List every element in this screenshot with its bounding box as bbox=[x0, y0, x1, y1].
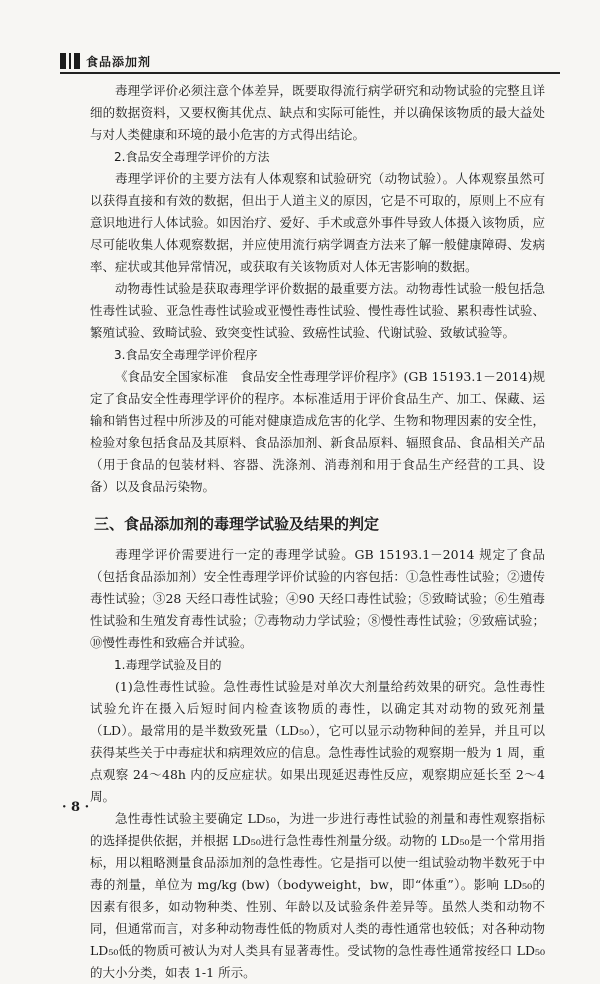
page-body bbox=[90, 80, 545, 984]
subsection-heading: 3.食品安全毒理学评价程序 bbox=[114, 348, 258, 362]
paragraph: 动物毒性试验是获取毒理学评价数据的最重要方法。动物毒性试验一般包括急性毒性试验、亚急性毒性试验或亚慢性毒性试验、慢性毒性试验、累积毒性试验、繁殖试验、致畸试验、致突变性试验、致癌性试验、代谢试验、致敏试验等。 bbox=[90, 281, 545, 340]
paragraph: 毒理学评价的主要方法有人体观察和试验研究（动物试验）。人体观察虽然可以获得直接和有效的数据，但出于人道主义的原因，它是不可取的，原则上不应有意识地进行人体试验。如因治疗、爱好、手术或意外事件导致人体摄入该物质，应尽可能收集人体观察数据，并应使用流行病学调查方法来了解一般健康障碍、发病率、症状或其他异常情况，或获取有关该物质对人体无害影响的数据。 bbox=[90, 171, 545, 274]
subsection-heading: 1.毒理学试验及目的 bbox=[114, 658, 222, 672]
header-bar-icon bbox=[60, 53, 80, 69]
paragraph: (1)急性毒性试验。急性毒性试验是对单次大剂量给药效果的研究。急性毒性试验允许在摄入后短时间内检查该物质的毒性，以确定其对动物的致死剂量（LD）。最常用的是半数致死量（LD₅₀），它可以显示动物种间的差异，并且可以获得某些关于中毒症状和病理效应的信息。急性毒性试验的观察期一般为 1 周，重点观察 24～48h 内的反应症状。如果出现延迟毒性反应，观察期应延长至 2～4 周。 bbox=[90, 679, 545, 804]
paragraph: 毒理学评价必须注意个体差异，既要取得流行病学研究和动物试验的完整且详细的数据资料，又要权衡其优点、缺点和实际可能性，并以确保该物质的最大益处与对人类健康和环境的最小危害的方式得出结论。 bbox=[90, 83, 545, 142]
running-header bbox=[60, 50, 560, 74]
page-number: · 8 · bbox=[62, 800, 90, 815]
paragraph: 急性毒性试验主要确定 LD₅₀，为进一步进行毒性试验的剂量和毒性观察指标的选择提供依据，并根据 LD₅₀进行急性毒性剂量分级。动物的 LD₅₀是一个常用指标，用以粗略测量食品添加剂的急性毒性。它是指可以使一组试验动物半数死于中毒的剂量，单位为 mg/kg (bw)（bodyweight，bw，即“体重”）。影响 LD₅₀的因素有很多，如动物种类、性别、年龄以及试验条件差异等。虽然人类和动物不同，但通常而言，对多种动物毒性低的物质对人类的毒性通常也较低；对各种动物 LD₅₀低的物质可被认为对人类具有显著毒性。受试物的急性毒性通常按经口 LD₅₀的大小分类，如表 1-1 所示。 bbox=[90, 811, 545, 980]
paragraph: 《食品安全国家标准 食品安全性毒理学评价程序》(GB 15193.1－2014)规定了食品安全性毒理学评价的程序。本标准适用于评价食品生产、加工、保藏、运输和销售过程中所涉及的可能对健康造成危害的化学、生物和物理因素的安全性，检验对象包括食品及其原料、食品添加剂、新食品原料、辐照食品、食品相关产品（用于食品的包装材料、容器、洗涤剂、消毒剂和用于食品生产经营的工具、设备）以及食品污染物。 bbox=[90, 369, 545, 494]
header-title: 食品添加剂 bbox=[86, 55, 152, 69]
subsection-heading: 2.食品安全毒理学评价的方法 bbox=[114, 150, 270, 164]
section-heading: 三、食品添加剂的毒理学试验及结果的判定 bbox=[94, 515, 380, 533]
paragraph: 毒理学评价需要进行一定的毒理学试验。GB 15193.1－2014 规定了食品（包括食品添加剂）安全性毒理学评价试验的内容包括：①急性毒性试验；②遗传毒性试验；③28 天经口毒性试验；④90 天经口毒性试验；⑤致畸试验；⑥生殖毒性试验和生殖发育毒性试验；⑦毒物动力学试验；⑧慢性毒性试验；⑨致癌试验；⑩慢性毒性和致癌合并试验。 bbox=[90, 547, 545, 650]
